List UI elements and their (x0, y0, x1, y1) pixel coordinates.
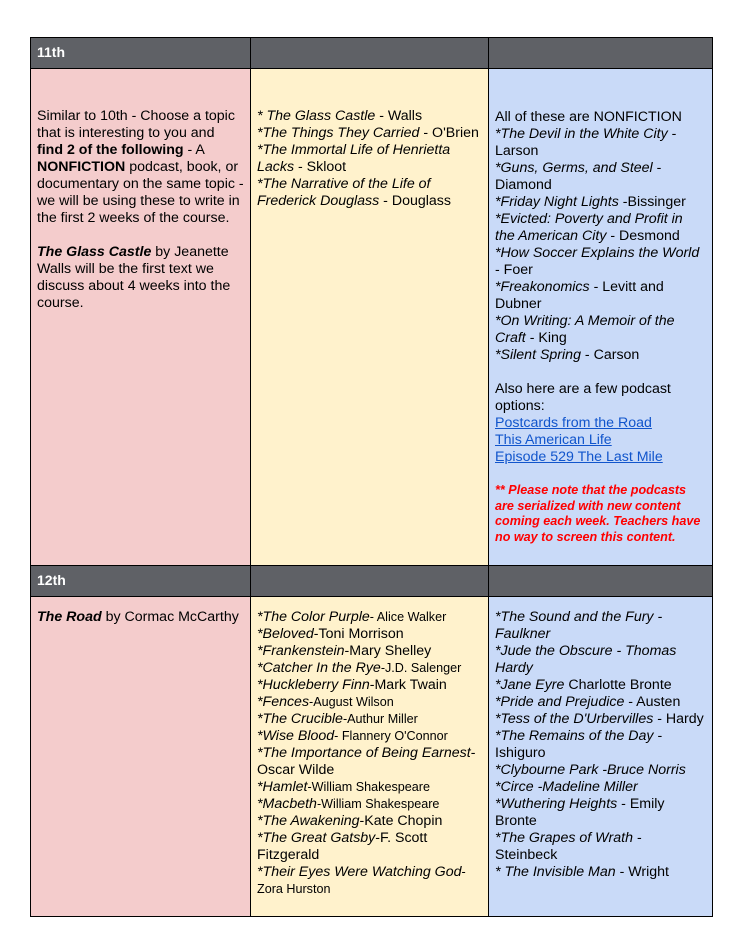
classic-item: *Jane Eyre Charlotte Bronte (495, 677, 672, 693)
book-item: *Hamlet-William Shakespeare (257, 779, 430, 795)
nonfiction-item: *On Writing: A Memoir of the Craft - King (495, 313, 675, 346)
nonfiction-item: *Silent Spring - Carson (495, 347, 640, 363)
classic-item: *Tess of the D'Urbervilles - Hardy (495, 711, 704, 727)
nonfiction-item: *Guns, Germs, and Steel - Diamond (495, 160, 662, 193)
book-item: *The Crucible-Authur Miller (257, 711, 418, 727)
book-item: *The Immortal Life of Henrietta Lacks - Skloot (257, 142, 451, 175)
grade-12-label: 12th (31, 566, 251, 597)
book-item: *The Great Gatsby-F. Scott Fitzgerald (257, 830, 428, 863)
nonfiction-item: *The Devil in the White City - Larson (495, 126, 677, 159)
classic-item: *Circe -Madeline Miller (495, 779, 638, 795)
nonfiction-item: *How Soccer Explains the World - Foer (495, 245, 700, 278)
book-item: *Huckleberry Finn-Mark Twain (257, 677, 447, 693)
grade-11-instructions: Similar to 10th - Choose a topic that is interesting to you and find 2 of the following - A NONFICTION podcast, book, or documentary on the same topic - we will be using these to write in the first 2 weeks of the course. (37, 108, 244, 226)
book-item: *The Awakening-Kate Chopin (257, 813, 443, 829)
grade-12-header-row (31, 566, 713, 597)
classic-item: *The Sound and the Fury - Faulkner (495, 609, 663, 642)
classic-item: *The Remains of the Day - Ishiguro (495, 728, 663, 761)
classic-item: *Jude the Obscure - Thomas Hardy (495, 643, 677, 676)
grade-11-first-text-note: The Glass Castle by Jeanette Walls will be the first text we discuss about 4 weeks into the course. (37, 244, 231, 311)
grade-12-book-list-cell (251, 597, 489, 917)
book-item: *Their Eyes Were Watching God-Zora Hurston (257, 864, 466, 896)
grade-11-assignment-cell (31, 69, 251, 566)
grade-11-header-blank-2 (251, 38, 489, 69)
nonfiction-item: *Freakonomics - Levitt and Dubner (495, 279, 664, 312)
podcast-intro: Also here are a few podcast options: (495, 381, 671, 414)
podcast-link-this-american-life[interactable]: This American Life (495, 432, 612, 448)
reading-list-table (30, 37, 713, 917)
nonfiction-intro: All of these are NONFICTION (495, 109, 682, 125)
grade-12-classics-cell (489, 597, 713, 917)
book-item: *The Things They Carried - O'Brien (257, 125, 479, 141)
classic-item: *Wuthering Heights - Emily Bronte (495, 796, 665, 829)
book-item: *The Narrative of the Life of Frederick Douglass - Douglass (257, 176, 451, 209)
podcast-link-postcards[interactable]: Postcards from the Road (495, 415, 652, 431)
classic-item: *Pride and Prejudice - Austen (495, 694, 681, 710)
grade-12-first-text: The Road by Cormac McCarthy (37, 609, 239, 625)
grade-11-header-row (31, 38, 713, 69)
classic-item: *Clybourne Park -Bruce Norris (495, 762, 686, 778)
book-item: *Fences-August Wilson (257, 694, 394, 710)
book-item: * The Glass Castle - Walls (257, 108, 423, 124)
book-item: *Beloved-Toni Morrison (257, 626, 404, 642)
nonfiction-item: *Evicted: Poverty and Profit in the American City - Desmond (495, 211, 683, 244)
book-item: *Macbeth-William Shakespeare (257, 796, 440, 812)
podcast-warning: ** Please note that the podcasts are serialized with new content coming each week. Teachers have no way to screen this content. (495, 483, 701, 544)
book-item: *Catcher In the Rye-J.D. Salenger (257, 660, 462, 676)
book-item: *Wise Blood- Flannery O'Connor (257, 728, 448, 744)
grade-11-header-blank-3 (489, 38, 713, 69)
book-item: *The Importance of Being Earnest-Oscar Wilde (257, 745, 476, 778)
grade-12-header-blank-2 (251, 566, 489, 597)
classic-item: * The Invisible Man - Wright (495, 864, 669, 880)
podcast-link-episode-529[interactable]: Episode 529 The Last Mile (495, 449, 663, 465)
book-item: *The Color Purple- Alice Walker (257, 609, 447, 625)
classic-item: *The Grapes of Wrath - Steinbeck (495, 830, 642, 863)
grade-12-assignment-cell (31, 597, 251, 917)
grade-12-header-blank-3 (489, 566, 713, 597)
grade-11-book-list-cell (251, 69, 489, 566)
grade-11-label: 11th (31, 38, 251, 69)
grade-11-body-row (31, 69, 713, 566)
nonfiction-item: *Friday Night Lights -Bissinger (495, 194, 686, 210)
grade-11-nonfiction-cell (489, 69, 713, 566)
book-item: *Frankenstein-Mary Shelley (257, 643, 432, 659)
grade-12-body-row (31, 597, 713, 917)
